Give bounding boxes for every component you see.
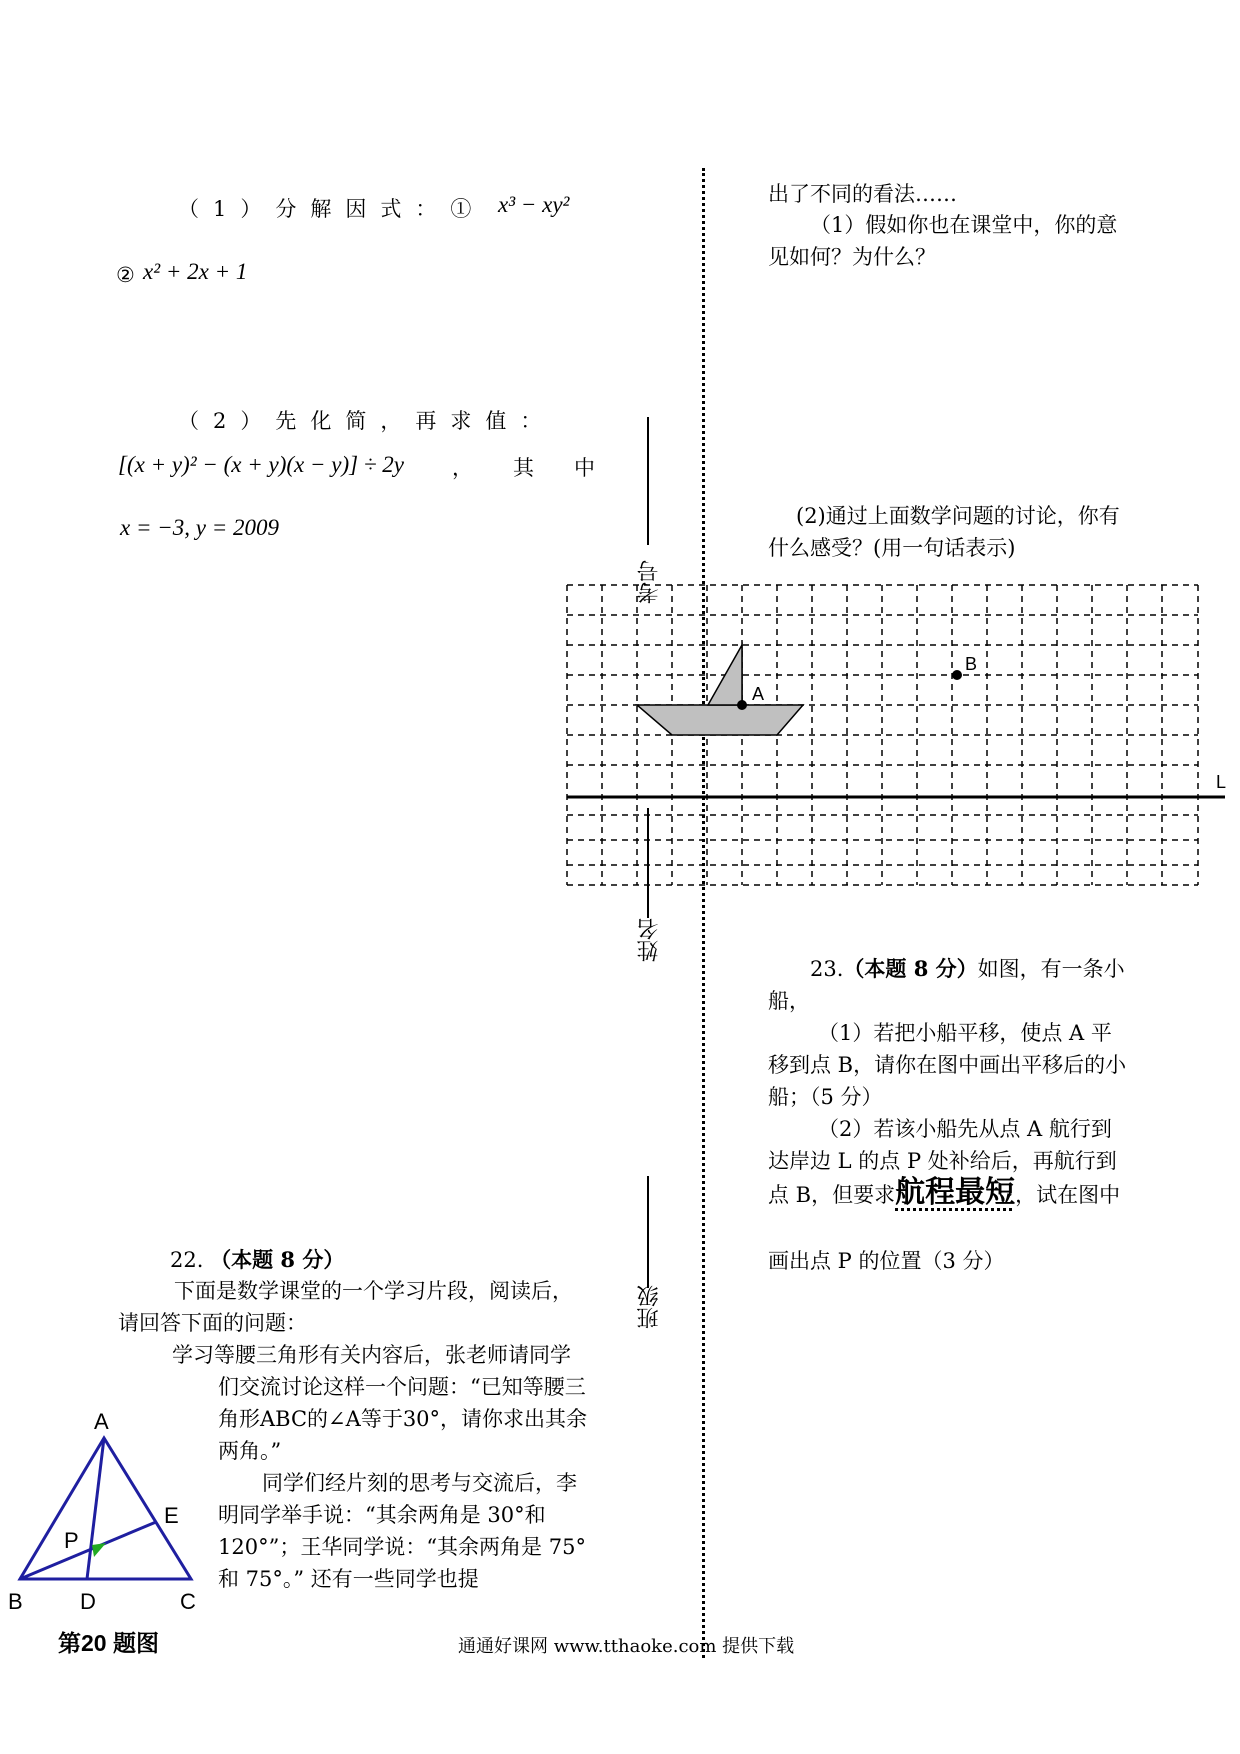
q22-paragraph-2: 同学们经片刻的思考与交流后，李明同学举手说：“其余两角是 30°和 120°”；王华同学说：“其余两角是 75°和 75°。” 还有一些同学也提: [218, 1471, 586, 1591]
q22-score: （本题 8 分）: [210, 1247, 345, 1272]
q1-expression-2: x² + 2x + 1: [143, 259, 248, 284]
q23-part-1: （1）若把小船平移，使点 A 平移到点 B，请你在图中画出平移后的小船；（5 分）: [768, 1021, 1127, 1109]
boat-grid-figure: [560, 578, 1240, 898]
q23-intro: 如图，有一条小船，: [768, 957, 1125, 1013]
figure-label-a: A: [94, 1409, 109, 1434]
point-b: [952, 670, 962, 680]
q1-expression-2-prefix: ②: [116, 263, 135, 287]
grid-lines: [567, 585, 1198, 885]
angle-p-marker: [92, 1543, 106, 1557]
exam-no-label: 考号: [637, 560, 662, 604]
q23-emphasis: 航程最短: [895, 1175, 1016, 1210]
figure-label-d: D: [80, 1589, 96, 1614]
figure-20-caption: 第20 题图: [58, 1630, 159, 1656]
name-label: 姓名: [637, 918, 662, 962]
figure-label-b: B: [8, 1589, 23, 1614]
q1-expression-1: x³ − xy²: [498, 192, 570, 217]
q2-values: x = −3, y = 2009: [120, 515, 279, 540]
class-line: [647, 1176, 649, 1288]
figure-label-e: E: [164, 1503, 179, 1528]
figure-20-triangle: [0, 1395, 215, 1645]
q23-part-2-tail: ，试在图中: [1015, 1183, 1121, 1207]
q23-part-2-text: （2）若该小船先从点 A 航行到达岸边 L 的点 P 处补给后，再航行到点 B，但要求: [768, 1117, 1117, 1207]
q22-intro: 下面是数学课堂的一个学习片段，阅读后，请回答下面的问题：: [118, 1279, 573, 1335]
figure-label-p: P: [64, 1528, 79, 1553]
grid-label-a: A: [752, 684, 765, 704]
q2-label: （2）先化简，再求值：: [178, 409, 556, 433]
point-a: [737, 700, 747, 710]
binding-dotted-line: [702, 168, 705, 1658]
figure-label-c: C: [180, 1589, 196, 1614]
grid-label-b: B: [965, 654, 978, 674]
q2-where: ，其中: [452, 456, 635, 480]
q23-number: 23.: [810, 957, 844, 981]
q23-heading: [768, 953, 1128, 1017]
q2-expression: [(x + y)² − (x + y)(x − y)] ÷ 2y: [118, 452, 404, 477]
continuation-line: 出了不同的看法……: [768, 182, 957, 206]
segment-ad: [87, 1438, 104, 1579]
q22-part-1: （1）假如你也在课堂中，你的意见如何？为什么？: [768, 213, 1118, 269]
exam-no-line: [647, 417, 649, 545]
q22-number: 22.: [170, 1248, 204, 1272]
q23-part-2: [768, 1113, 1128, 1211]
grid-label-l: L: [1216, 772, 1227, 792]
q22-heading: [170, 1244, 344, 1276]
q22-paragraph-1: 学习等腰三角形有关内容后，张老师请同学们交流讨论这样一个问题：“已知等腰三角形ABC的∠A等于30°，请你求出其余两角。”: [172, 1343, 588, 1463]
q1-label: （1）分解因式：①: [178, 197, 486, 221]
q23-score: （本题 8 分）: [843, 956, 978, 981]
q23-part-2-end: 画出点 P 的位置（3 分）: [768, 1249, 1005, 1273]
class-label: 班级: [637, 1285, 662, 1329]
q22-part-2: (2)通过上面数学问题的讨论，你有什么感受？(用一句话表示): [768, 504, 1120, 560]
footer-source: 通通好课网 www.tthaoke.com 提供下载: [458, 1636, 795, 1657]
